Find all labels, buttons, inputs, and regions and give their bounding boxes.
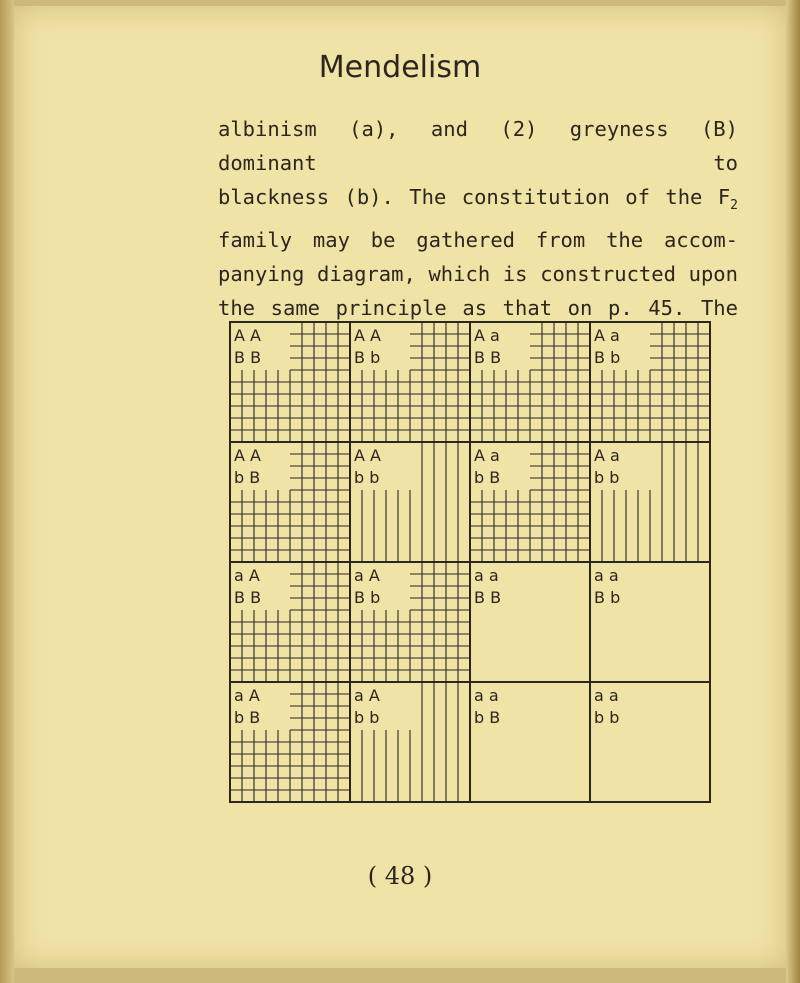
genotype-label-bottom: B b: [354, 348, 381, 367]
genotype-label-top: A A: [354, 326, 381, 345]
paragraph-line: the same principle as that on p. 45. The: [218, 296, 738, 321]
genotype-label-top: a a: [474, 566, 499, 585]
genotype-label-top: A A: [234, 326, 261, 345]
genotype-label-top: a A: [234, 686, 260, 705]
genotype-label-bottom: B b: [354, 588, 381, 607]
genotype-label-bottom: b B: [474, 708, 501, 727]
page-title: Mendelism: [318, 50, 482, 85]
genotype-label-bottom: b b: [354, 468, 380, 487]
genotype-label-bottom: b b: [594, 708, 620, 727]
paragraph-line: albinism (a), and (2) greyness (B) dominant to: [218, 117, 738, 175]
paragraph-line: family may be gathered from the accom-: [218, 228, 738, 253]
genotype-label-top: A A: [354, 446, 381, 465]
genotype-label-bottom: b B: [234, 468, 261, 487]
genotype-label-top: A a: [474, 446, 500, 465]
genotype-label-top: a a: [594, 566, 619, 585]
genotype-label-top: a A: [354, 566, 380, 585]
genotype-label-bottom: B b: [594, 348, 621, 367]
genotype-label-top: A a: [594, 326, 620, 345]
genotype-label-bottom: B b: [594, 588, 621, 607]
subscript: 2: [730, 198, 738, 214]
paragraph-line: panying diagram, which is constructed upon: [218, 262, 738, 287]
genotype-label-bottom: B B: [474, 588, 502, 607]
genotype-label-bottom: b B: [474, 468, 501, 487]
genotype-label-top: A a: [474, 326, 500, 345]
genotype-label-bottom: B B: [234, 348, 262, 367]
genotype-label-top: A A: [234, 446, 261, 465]
genotype-label-top: a a: [594, 686, 619, 705]
genotype-label-bottom: B B: [234, 588, 262, 607]
genotype-label-top: A a: [594, 446, 620, 465]
genotype-label-bottom: B B: [474, 348, 502, 367]
genotype-label-bottom: b B: [234, 708, 261, 727]
genotype-label-bottom: b b: [354, 708, 380, 727]
paragraph-line: blackness (b). The constitution of the F: [218, 185, 731, 209]
genotype-label-top: a A: [234, 566, 260, 585]
genotype-label-top: a a: [474, 686, 499, 705]
genotype-label-top: a A: [354, 686, 380, 705]
genotype-label-bottom: b b: [594, 468, 620, 487]
page-number: ( 48 ): [367, 862, 433, 890]
